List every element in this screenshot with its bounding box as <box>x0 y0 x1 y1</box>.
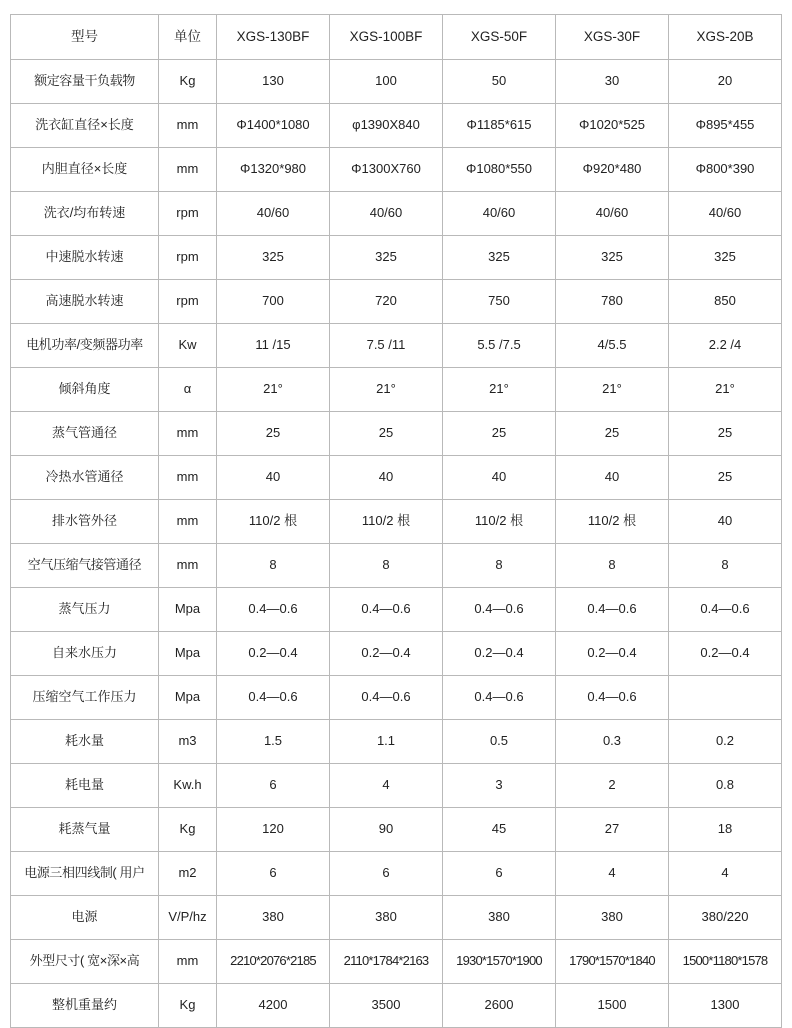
row-value: Φ895*455 <box>669 104 782 148</box>
row-value: 0.2—0.4 <box>443 632 556 676</box>
row-value: 0.2—0.4 <box>217 632 330 676</box>
table-row <box>11 368 782 412</box>
table-row <box>11 676 782 720</box>
row-value: 110/2 根 <box>556 500 669 544</box>
row-value: 130 <box>217 60 330 104</box>
row-value: 380 <box>217 896 330 940</box>
table-row <box>11 984 782 1028</box>
row-value: 40/60 <box>556 192 669 236</box>
row-unit: mm <box>159 940 217 984</box>
row-param: 耗水量 <box>11 720 159 764</box>
column-header-model-2: XGS-100BF <box>330 15 443 60</box>
row-value: 5.5 /7.5 <box>443 324 556 368</box>
row-value: 40/60 <box>217 192 330 236</box>
column-header-model-1: XGS-130BF <box>217 15 330 60</box>
table-row <box>11 456 782 500</box>
row-unit: Kw <box>159 324 217 368</box>
row-value: 2110*1784*2163 <box>330 940 443 984</box>
row-value: 1790*1570*1840 <box>556 940 669 984</box>
column-header-model-4: XGS-30F <box>556 15 669 60</box>
row-value: 21° <box>669 368 782 412</box>
row-value: 110/2 根 <box>330 500 443 544</box>
row-value: 1300 <box>669 984 782 1028</box>
row-value: 8 <box>443 544 556 588</box>
table-row <box>11 632 782 676</box>
row-param: 外型尺寸( 宽×深×高 <box>11 940 159 984</box>
row-value: 25 <box>443 412 556 456</box>
row-value: 1500*1180*1578 <box>669 940 782 984</box>
row-value: 4 <box>556 852 669 896</box>
row-value: φ1390X840 <box>330 104 443 148</box>
row-value: 0.4—0.6 <box>669 588 782 632</box>
row-value: 11 /15 <box>217 324 330 368</box>
row-value: 120 <box>217 808 330 852</box>
row-value: 0.4—0.6 <box>217 676 330 720</box>
row-unit: mm <box>159 456 217 500</box>
row-value: 6 <box>217 764 330 808</box>
row-value: 2.2 /4 <box>669 324 782 368</box>
row-value: 380 <box>443 896 556 940</box>
row-value: 20 <box>669 60 782 104</box>
row-unit: α <box>159 368 217 412</box>
row-unit: rpm <box>159 280 217 324</box>
table-row <box>11 104 782 148</box>
table-row <box>11 500 782 544</box>
row-value: Φ1320*980 <box>217 148 330 192</box>
row-param: 电源 <box>11 896 159 940</box>
row-value <box>669 676 782 720</box>
row-value: 40 <box>443 456 556 500</box>
row-value: 1.5 <box>217 720 330 764</box>
row-value: 750 <box>443 280 556 324</box>
row-value: 325 <box>556 236 669 280</box>
row-param: 洗衣缸直径×长度 <box>11 104 159 148</box>
row-value: 700 <box>217 280 330 324</box>
row-value: 25 <box>330 412 443 456</box>
row-value: 6 <box>217 852 330 896</box>
row-param: 高速脱水转速 <box>11 280 159 324</box>
row-param: 蒸气压力 <box>11 588 159 632</box>
row-value: 0.2—0.4 <box>556 632 669 676</box>
row-unit: Kw.h <box>159 764 217 808</box>
row-value: 30 <box>556 60 669 104</box>
column-header-model-3: XGS-50F <box>443 15 556 60</box>
row-value: 325 <box>330 236 443 280</box>
row-param: 耗蒸气量 <box>11 808 159 852</box>
table-row <box>11 148 782 192</box>
row-value: 4 <box>669 852 782 896</box>
row-value: 40 <box>217 456 330 500</box>
column-header-unit: 单位 <box>159 15 217 60</box>
row-unit: mm <box>159 412 217 456</box>
row-value: 2600 <box>443 984 556 1028</box>
row-value: Φ1185*615 <box>443 104 556 148</box>
row-unit: rpm <box>159 192 217 236</box>
row-param: 电机功率/变频器功率 <box>11 324 159 368</box>
row-value: 40/60 <box>669 192 782 236</box>
row-value: 0.5 <box>443 720 556 764</box>
table-row <box>11 544 782 588</box>
row-value: 21° <box>330 368 443 412</box>
table-row <box>11 60 782 104</box>
row-value: 325 <box>217 236 330 280</box>
row-value: Φ1080*550 <box>443 148 556 192</box>
row-value: 6 <box>443 852 556 896</box>
row-unit: mm <box>159 500 217 544</box>
row-value: 0.8 <box>669 764 782 808</box>
row-param: 自来水压力 <box>11 632 159 676</box>
row-value: 380 <box>556 896 669 940</box>
row-value: 2210*2076*2185 <box>217 940 330 984</box>
row-param: 蒸气管通径 <box>11 412 159 456</box>
row-value: 90 <box>330 808 443 852</box>
table-row <box>11 808 782 852</box>
row-value: 1.1 <box>330 720 443 764</box>
row-value: 110/2 根 <box>217 500 330 544</box>
row-value: 0.4—0.6 <box>556 676 669 720</box>
row-value: 0.4—0.6 <box>330 676 443 720</box>
table-row <box>11 896 782 940</box>
table-row <box>11 412 782 456</box>
row-value: 8 <box>217 544 330 588</box>
table-row <box>11 236 782 280</box>
row-value: 0.2—0.4 <box>330 632 443 676</box>
row-value: 0.3 <box>556 720 669 764</box>
row-value: 720 <box>330 280 443 324</box>
row-param: 冷热水管通径 <box>11 456 159 500</box>
row-unit: rpm <box>159 236 217 280</box>
row-unit: mm <box>159 104 217 148</box>
row-value: 40 <box>330 456 443 500</box>
row-value: 0.2 <box>669 720 782 764</box>
row-value: 4 <box>330 764 443 808</box>
table-row <box>11 588 782 632</box>
row-value: 40 <box>669 500 782 544</box>
row-value: 40/60 <box>443 192 556 236</box>
row-value: 27 <box>556 808 669 852</box>
row-value: 1930*1570*1900 <box>443 940 556 984</box>
row-param: 倾斜角度 <box>11 368 159 412</box>
row-value: 8 <box>556 544 669 588</box>
row-unit: Kg <box>159 984 217 1028</box>
row-param: 整机重量约 <box>11 984 159 1028</box>
row-param: 排水管外径 <box>11 500 159 544</box>
row-param: 耗电量 <box>11 764 159 808</box>
row-value: Φ1020*525 <box>556 104 669 148</box>
row-value: 0.4—0.6 <box>217 588 330 632</box>
row-value: Φ1400*1080 <box>217 104 330 148</box>
row-value: 21° <box>217 368 330 412</box>
row-param: 中速脱水转速 <box>11 236 159 280</box>
row-param: 电源三相四线制( 用户 <box>11 852 159 896</box>
row-value: 0.4—0.6 <box>443 676 556 720</box>
row-value: 325 <box>443 236 556 280</box>
row-param: 洗衣/均布转速 <box>11 192 159 236</box>
row-value: Φ920*480 <box>556 148 669 192</box>
row-value: 3 <box>443 764 556 808</box>
row-value: 18 <box>669 808 782 852</box>
row-value: 1500 <box>556 984 669 1028</box>
table-row <box>11 764 782 808</box>
row-unit: Kg <box>159 808 217 852</box>
row-value: 325 <box>669 236 782 280</box>
row-value: 0.4—0.6 <box>443 588 556 632</box>
row-value: 100 <box>330 60 443 104</box>
row-value: 50 <box>443 60 556 104</box>
row-value: 40/60 <box>330 192 443 236</box>
row-value: 25 <box>669 456 782 500</box>
row-value: 4/5.5 <box>556 324 669 368</box>
row-value: 0.2—0.4 <box>669 632 782 676</box>
row-value: 2 <box>556 764 669 808</box>
row-value: 4200 <box>217 984 330 1028</box>
row-unit: Mpa <box>159 676 217 720</box>
row-unit: Mpa <box>159 632 217 676</box>
row-unit: mm <box>159 544 217 588</box>
row-param: 空气压缩气接管通径 <box>11 544 159 588</box>
row-value: 0.4—0.6 <box>556 588 669 632</box>
row-value: Φ1300X760 <box>330 148 443 192</box>
row-value: 8 <box>330 544 443 588</box>
row-unit: m2 <box>159 852 217 896</box>
row-value: 6 <box>330 852 443 896</box>
row-unit: Kg <box>159 60 217 104</box>
row-unit: m3 <box>159 720 217 764</box>
row-value: 25 <box>217 412 330 456</box>
row-value: 110/2 根 <box>443 500 556 544</box>
column-header-model-5: XGS-20B <box>669 15 782 60</box>
row-value: 3500 <box>330 984 443 1028</box>
row-value: 21° <box>556 368 669 412</box>
row-param: 压缩空气工作压力 <box>11 676 159 720</box>
row-unit: mm <box>159 148 217 192</box>
column-header-param: 型号 <box>11 15 159 60</box>
row-value: 40 <box>556 456 669 500</box>
row-value: 7.5 /11 <box>330 324 443 368</box>
table-row <box>11 192 782 236</box>
row-value: 8 <box>669 544 782 588</box>
table-header-row <box>11 15 782 60</box>
row-value: 780 <box>556 280 669 324</box>
row-value: 850 <box>669 280 782 324</box>
table-row <box>11 324 782 368</box>
row-value: 25 <box>556 412 669 456</box>
table-row <box>11 280 782 324</box>
table-row <box>11 720 782 764</box>
specification-table <box>10 14 782 1028</box>
table-row <box>11 852 782 896</box>
row-value: 45 <box>443 808 556 852</box>
row-value: 21° <box>443 368 556 412</box>
row-value: 0.4—0.6 <box>330 588 443 632</box>
row-param: 内胆直径×长度 <box>11 148 159 192</box>
row-value: Φ800*390 <box>669 148 782 192</box>
table-row <box>11 940 782 984</box>
row-unit: Mpa <box>159 588 217 632</box>
row-value: 380 <box>330 896 443 940</box>
row-param: 额定容量干负载物 <box>11 60 159 104</box>
row-value: 25 <box>669 412 782 456</box>
row-value: 380/220 <box>669 896 782 940</box>
row-unit: V/P/hz <box>159 896 217 940</box>
